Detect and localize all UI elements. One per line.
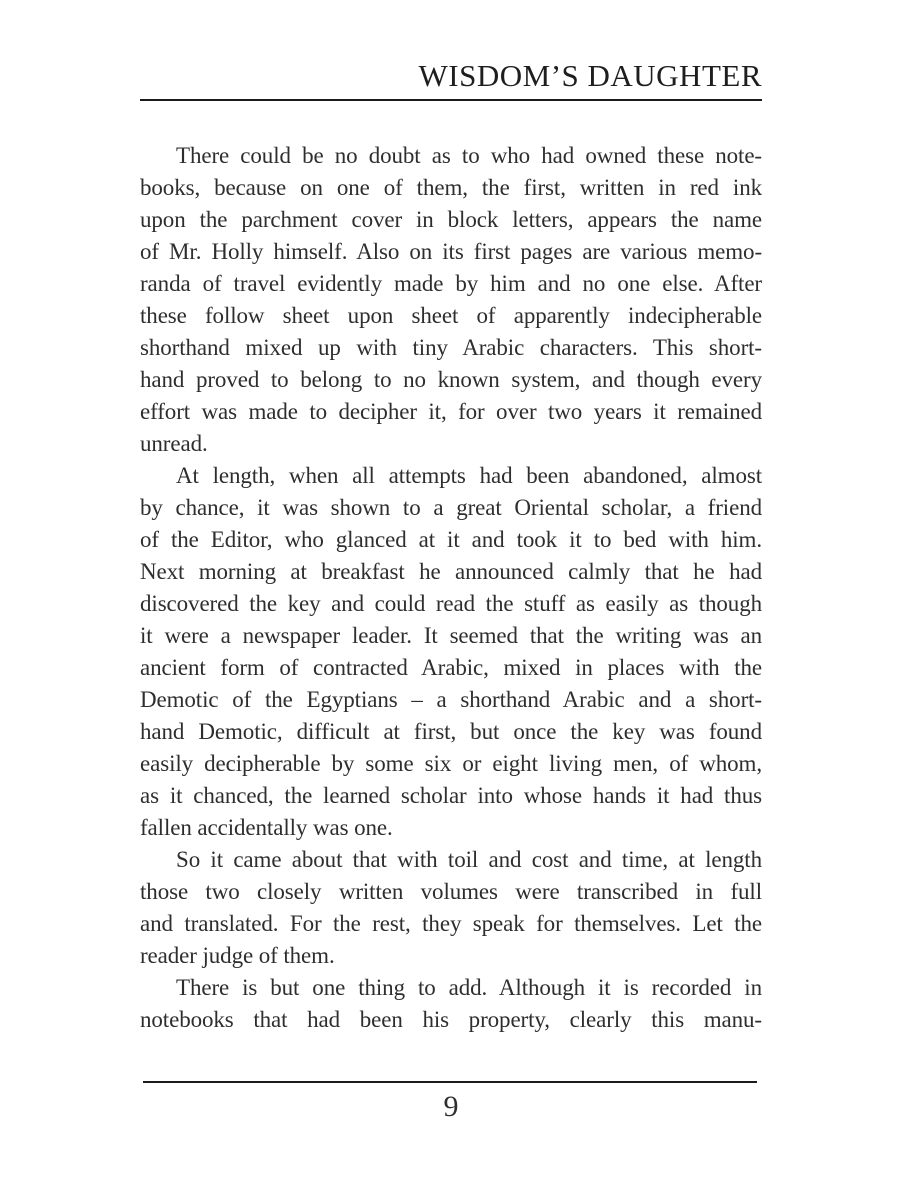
- text-line: At length, when all attempts had been abandoned, almost: [176, 463, 762, 488]
- paragraph: [140, 972, 762, 1036]
- paragraph: [140, 460, 762, 844]
- text-line: So it came about that with toil and cost and time, at length: [176, 847, 762, 872]
- text-line: shorthand mixed up with tiny Arabic characters. This short-: [140, 335, 762, 360]
- text-line: those two closely written volumes were transcribed in full: [140, 879, 762, 904]
- paragraph: [140, 844, 762, 972]
- text-line: hand Demotic, difficult at first, but once the key was found: [140, 719, 762, 744]
- text-line: Demotic of the Egyptians – a shorthand Arabic and a short-: [140, 687, 762, 712]
- running-header: [140, 58, 762, 94]
- text-line: by chance, it was shown to a great Oriental scholar, a friend: [140, 495, 762, 520]
- header-rule: [140, 99, 762, 101]
- text-line: randa of travel evidently made by him and no one else. After: [140, 271, 762, 296]
- text-line: fallen accidentally was one.: [140, 815, 393, 840]
- footer-rule: [143, 1081, 757, 1083]
- text-line: unread.: [140, 431, 208, 456]
- text-line: as it chanced, the learned scholar into whose hands it had thus: [140, 783, 762, 808]
- text-line: ancient form of contracted Arabic, mixed in places with the: [140, 655, 762, 680]
- text-line: notebooks that had been his property, clearly this manu-: [140, 1007, 762, 1032]
- text-line: of the Editor, who glanced at it and took it to bed with him.: [140, 527, 762, 552]
- text-line: Next morning at breakfast he announced calmly that he had: [140, 559, 762, 584]
- text-line: of Mr. Holly himself. Also on its first pages are various memo-: [140, 239, 762, 264]
- text-line: easily decipherable by some six or eight living men, of whom,: [140, 751, 762, 776]
- text-line: these follow sheet upon sheet of apparently indecipherable: [140, 303, 762, 328]
- text-line: discovered the key and could read the stuff as easily as though: [140, 591, 762, 616]
- text-line: it were a newspaper leader. It seemed that the writing was an: [140, 623, 762, 648]
- text-line: reader judge of them.: [140, 943, 335, 968]
- text-line: There could be no doubt as to who had owned these note-: [176, 143, 762, 168]
- text-line: hand proved to belong to no known system, and though every: [140, 367, 762, 392]
- page-number: 9: [443, 1090, 459, 1123]
- text-line: and translated. For the rest, they speak for themselves. Let the: [140, 911, 762, 936]
- text-line: books, because on one of them, the first, written in red ink: [140, 175, 762, 200]
- paragraph: [140, 140, 762, 460]
- text-line: effort was made to decipher it, for over two years it remained: [140, 399, 762, 424]
- page-body: [140, 140, 762, 1036]
- running-header-title: WISDOM’S DAUGHTER: [418, 58, 762, 93]
- text-line: There is but one thing to add. Although it is recorded in: [176, 975, 762, 1000]
- text-line: upon the parchment cover in block letters, appears the name: [140, 207, 762, 232]
